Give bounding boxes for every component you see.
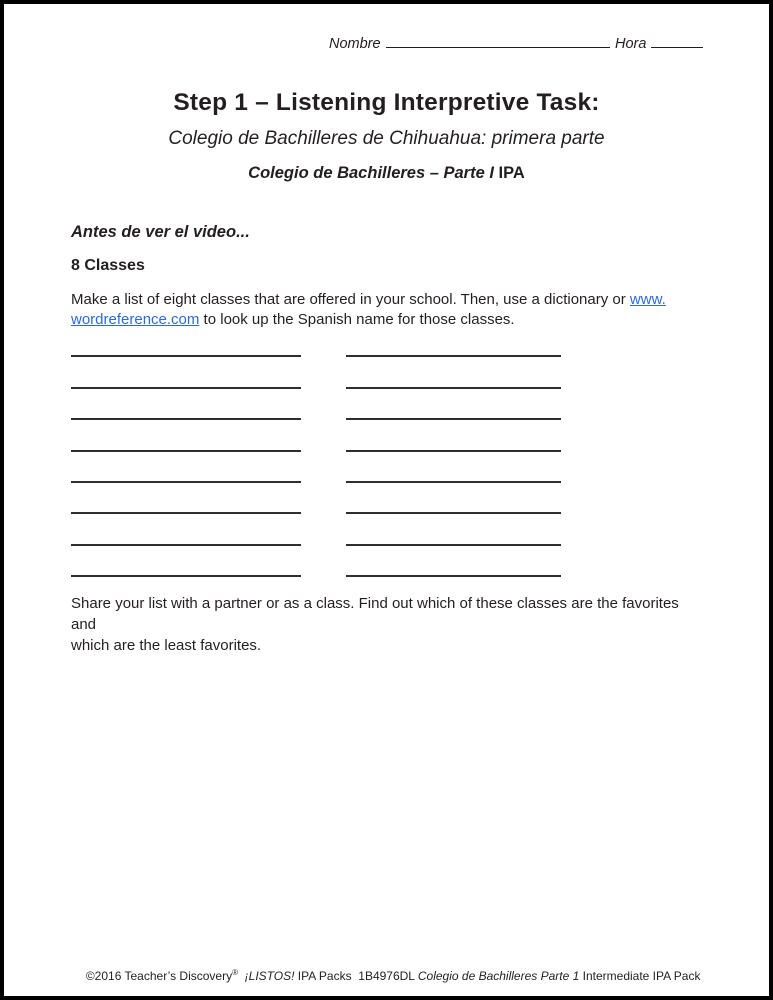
page-subtitle: Colegio de Bachilleres de Chihuahua: primera parte xyxy=(168,128,605,149)
hora-label: Hora xyxy=(615,36,647,52)
blank-answer-line xyxy=(346,483,561,514)
blank-answer-line xyxy=(346,389,561,420)
blank-answer-line xyxy=(71,452,301,483)
blank-answer-line xyxy=(346,420,561,451)
footer-ipa-packs: IPA Packs 1B4976DL xyxy=(294,969,418,983)
footer-tail: Intermediate IPA Pack xyxy=(579,969,701,983)
blank-answer-line xyxy=(71,389,301,420)
blank-answer-line xyxy=(71,420,301,451)
hora-field-group xyxy=(615,35,703,52)
registered-mark: ® xyxy=(232,968,238,977)
share-text-line1: Share your list with a partner or as a class. Find out which of these classes are the favorites and xyxy=(71,595,679,633)
blank-answer-line xyxy=(71,357,301,388)
blank-answer-line xyxy=(71,326,301,357)
nombre-blank-line xyxy=(386,35,610,48)
blank-answer-line xyxy=(346,452,561,483)
class-list-blank-columns xyxy=(71,326,561,577)
instructions-paragraph xyxy=(71,290,686,330)
blank-answer-line xyxy=(346,326,561,357)
subheading-italic-text: Colegio de Bachilleres – Parte I xyxy=(248,164,494,182)
subheading-upright-text: IPA xyxy=(493,164,525,182)
blank-answer-line xyxy=(346,357,561,388)
blank-answer-line xyxy=(71,546,301,577)
blank-column-right xyxy=(346,326,561,577)
blank-answer-line xyxy=(71,483,301,514)
share-paragraph xyxy=(71,593,701,656)
instructions-text-1: Make a list of eight classes that are offered in your school. Then, use a dictionary or xyxy=(71,291,630,308)
instructions-text-2: to look up the Spanish name for those classes. xyxy=(199,311,515,328)
wordreference-link-part2[interactable]: wordreference.com xyxy=(71,311,200,328)
share-text-line2: which are the least favorites. xyxy=(71,637,262,654)
blank-answer-line xyxy=(71,514,301,545)
footer-colegio: Colegio de Bachilleres Parte 1 xyxy=(417,969,580,983)
footer-copyright: ©2016 Teacher’s Discovery xyxy=(85,969,233,983)
footer-listos: ¡LISTOS! xyxy=(238,969,295,983)
hora-blank-line xyxy=(651,35,703,48)
blank-column-left xyxy=(71,326,301,577)
blank-answer-line xyxy=(346,546,561,577)
antes-de-ver-heading: Antes de ver el video... xyxy=(71,223,250,241)
page-subheading xyxy=(4,164,769,183)
nombre-label: Nombre xyxy=(329,36,381,52)
page-title: Step 1 – Listening Interpretive Task: xyxy=(173,89,600,116)
eight-classes-heading: 8 Classes xyxy=(71,257,145,274)
blank-answer-line xyxy=(346,514,561,545)
wordreference-link-part1[interactable]: www. xyxy=(629,291,666,308)
nombre-field-group xyxy=(329,35,610,52)
footer-credit-line xyxy=(4,954,769,997)
